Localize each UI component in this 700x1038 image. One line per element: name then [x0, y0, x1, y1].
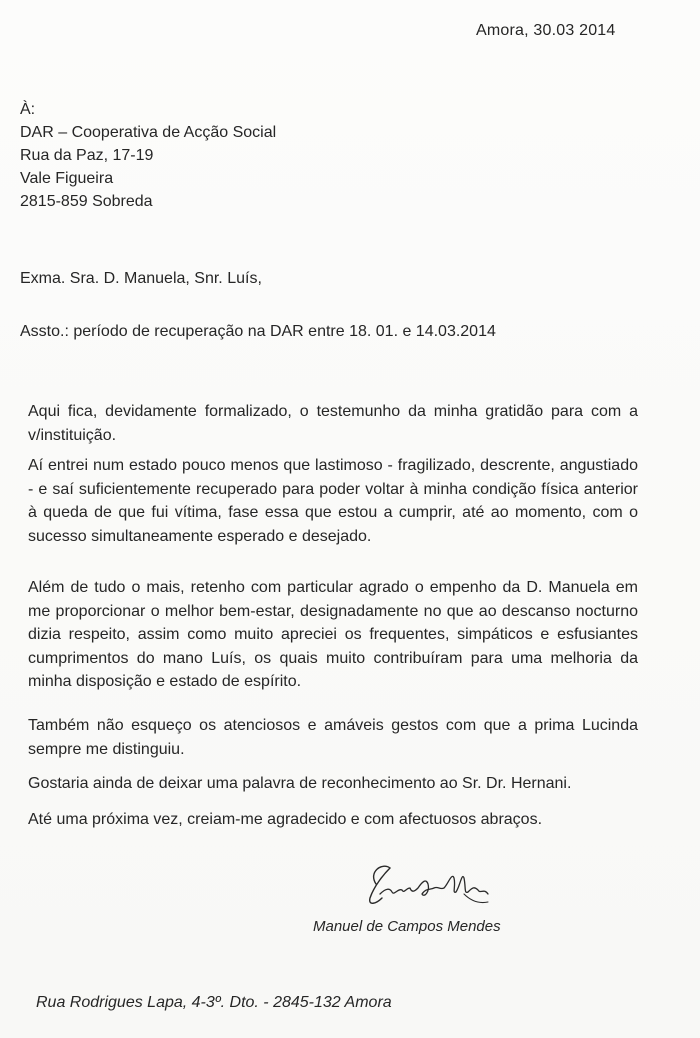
signer-name: Manuel de Campos Mendes [313, 918, 501, 935]
recipient-line: DAR – Cooperativa de Acção Social [20, 124, 277, 141]
salutation: Exma. Sra. D. Manuela, Snr. Luís, [20, 270, 262, 287]
body-paragraph: Aí entrei num estado pouco menos que lastimoso - fragilizado, descrente, angustiado - e saí suficientemente recuperado para poder voltar à minha condição física anterior à queda de que fui vítima, fase essa que estou a cumprir, até ao momento, com o sucesso simultaneamente esperado e desejado. [28, 457, 638, 545]
recipient-line: Rua da Paz, 17-19 [20, 147, 154, 164]
body-paragraph: Gostaria ainda de deixar uma palavra de reconhecimento ao Sr. Dr. Hernani. [28, 775, 572, 792]
body-paragraph: Além de tudo o mais, retenho com particular agrado o empenho da D. Manuela em me proporcionar o melhor bem-estar, designadamente no que ao descanso nocturno dizia respeito, assim como muito apreciei os frequentes, simpáticos e esfusiantes cumprimentos do mano Luís, os quais muito contribuíram para uma melhoria da minha disposição e estado de espírito. [28, 579, 638, 690]
sender-address: Rua Rodrigues Lapa, 4-3º. Dto. - 2845-132 Amora [36, 994, 392, 1011]
closing-paragraph: Até uma próxima vez, creiam-me agradecido e com afectuosos abraços. [28, 811, 543, 828]
recipient-block [20, 98, 276, 213]
letter-date: Amora, 30.03 2014 [476, 22, 616, 39]
recipient-line: Vale Figueira [20, 170, 114, 187]
subject-line: Assto.: período de recuperação na DAR entre 18. 01. e 14.03.2014 [20, 323, 496, 340]
body-paragraph: Também não esqueço os atenciosos e amáveis gestos com que a prima Lucinda sempre me distinguiu. [28, 717, 638, 758]
recipient-line: 2815-859 Sobreda [20, 193, 153, 210]
body-paragraph: Aqui fica, devidamente formalizado, o testemunho da minha gratidão para com a v/instituição. [28, 403, 638, 444]
handwritten-signature [360, 858, 500, 916]
recipient-line: À: [20, 101, 36, 118]
